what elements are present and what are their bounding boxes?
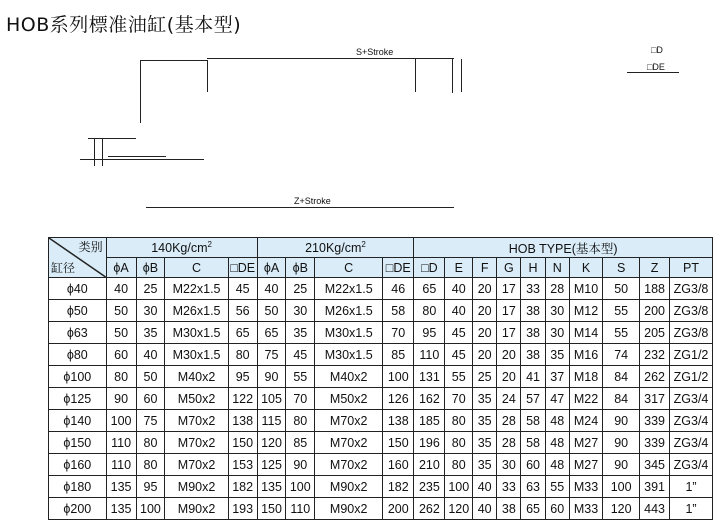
s-stroke-label: S+Stroke <box>356 47 394 57</box>
table-cell: 80 <box>136 432 165 454</box>
spec-table <box>48 237 713 520</box>
table-cell: 50 <box>136 366 165 388</box>
table-cell: 30 <box>286 300 315 322</box>
table-cell: 135 <box>106 476 136 498</box>
bore-cell: ϕ63 <box>49 322 107 344</box>
table-cell: 75 <box>257 344 286 366</box>
table-cell: 126 <box>383 388 414 410</box>
table-cell: 74 <box>603 344 640 366</box>
table-cell: 70 <box>445 388 473 410</box>
table-cell: 30 <box>497 454 521 476</box>
table-cell: 443 <box>640 498 670 520</box>
table-cell: 90 <box>603 410 640 432</box>
table-cell: 28 <box>497 432 521 454</box>
drawing-line <box>140 60 208 61</box>
column-header: Z <box>640 258 670 278</box>
drawing-line <box>102 138 103 166</box>
drawing-line <box>146 207 454 208</box>
table-cell: 25 <box>473 366 497 388</box>
table-cell: 30 <box>545 322 569 344</box>
table-cell: 35 <box>473 388 497 410</box>
table-cell: 100 <box>383 366 414 388</box>
table-cell: 100 <box>286 476 315 498</box>
table-cell: 122 <box>228 388 257 410</box>
table-cell: 46 <box>383 278 414 300</box>
table-cell: 25 <box>286 278 315 300</box>
table-cell: 60 <box>136 388 165 410</box>
table-cell: 28 <box>545 278 569 300</box>
table-cell: M30x1.5 <box>165 322 228 344</box>
table-cell: 95 <box>136 476 165 498</box>
drawing-line <box>452 59 453 93</box>
column-header: F <box>473 258 497 278</box>
table-cell: M70x2 <box>315 432 383 454</box>
drawing-line <box>461 59 462 92</box>
table-cell: 40 <box>473 498 497 520</box>
header-row-columns <box>49 258 713 278</box>
drawing-line <box>207 60 208 92</box>
table-cell: 60 <box>521 454 545 476</box>
table-cell: M14 <box>569 322 602 344</box>
column-header: ϕB <box>286 258 315 278</box>
table-row <box>49 432 713 454</box>
table-cell: 339 <box>640 410 670 432</box>
drawing-line <box>80 159 204 160</box>
group-hob-header <box>414 238 713 258</box>
table-cell: M18 <box>569 366 602 388</box>
table-cell: ZG1/2 <box>670 366 713 388</box>
table-cell: 200 <box>383 498 414 520</box>
table-row <box>49 344 713 366</box>
column-header: C <box>315 258 383 278</box>
table-cell: 35 <box>473 432 497 454</box>
table-cell: 70 <box>383 322 414 344</box>
table-cell: 45 <box>228 278 257 300</box>
table-cell: 55 <box>603 322 640 344</box>
table-cell: 100 <box>603 476 640 498</box>
table-cell: 391 <box>640 476 670 498</box>
column-header: K <box>569 258 602 278</box>
table-cell: 58 <box>521 410 545 432</box>
bore-cell: ϕ100 <box>49 366 107 388</box>
table-cell: 90 <box>257 366 286 388</box>
corner-top-label: 类别 <box>78 240 103 254</box>
table-cell: ZG3/4 <box>670 454 713 476</box>
bore-cell: ϕ140 <box>49 410 107 432</box>
table-cell: 47 <box>545 388 569 410</box>
table-cell: 90 <box>106 388 136 410</box>
table-cell: 35 <box>473 454 497 476</box>
table-cell: M90x2 <box>315 476 383 498</box>
table-cell: 200 <box>640 300 670 322</box>
table-cell: 80 <box>228 344 257 366</box>
table-cell: 1” <box>670 476 713 498</box>
table-cell: 57 <box>521 388 545 410</box>
table-cell: 35 <box>286 322 315 344</box>
table-cell: 63 <box>521 476 545 498</box>
table-cell: 85 <box>286 432 315 454</box>
table-cell: 75 <box>136 410 165 432</box>
table-cell: ZG3/4 <box>670 388 713 410</box>
table-cell: 131 <box>414 366 445 388</box>
table-cell: 80 <box>286 410 315 432</box>
table-cell: 95 <box>228 366 257 388</box>
group-210-header <box>257 238 414 258</box>
table-row <box>49 388 713 410</box>
table-cell: ZG3/8 <box>670 300 713 322</box>
table-cell: 60 <box>106 344 136 366</box>
table-cell: 20 <box>473 300 497 322</box>
table-cell: 105 <box>257 388 286 410</box>
table-cell: 60 <box>545 498 569 520</box>
table-cell: 135 <box>257 476 286 498</box>
table-cell: 138 <box>228 410 257 432</box>
bore-cell: ϕ200 <box>49 498 107 520</box>
table-cell: 90 <box>286 454 315 476</box>
table-cell: 58 <box>521 432 545 454</box>
table-cell: M40x2 <box>315 366 383 388</box>
column-header: □DE <box>228 258 257 278</box>
table-cell: 30 <box>136 300 165 322</box>
table-cell: 30 <box>545 300 569 322</box>
table-cell: 84 <box>603 388 640 410</box>
table-cell: 55 <box>286 366 315 388</box>
table-cell: 28 <box>497 410 521 432</box>
table-cell: M22x1.5 <box>165 278 228 300</box>
table-cell: 55 <box>545 476 569 498</box>
table-row <box>49 454 713 476</box>
drawing-line <box>207 58 454 59</box>
table-cell: 262 <box>640 366 670 388</box>
unit-exponent: 2 <box>207 239 212 249</box>
table-cell: M30x1.5 <box>165 344 228 366</box>
table-cell: 17 <box>497 278 521 300</box>
table-cell: 120 <box>257 432 286 454</box>
table-cell: 80 <box>445 454 473 476</box>
table-cell: 110 <box>414 344 445 366</box>
d-label: □D <box>651 45 663 55</box>
table-cell: 33 <box>497 476 521 498</box>
table-cell: 17 <box>497 322 521 344</box>
table-cell: 120 <box>603 498 640 520</box>
table-cell: 80 <box>445 410 473 432</box>
table-cell: M30x1.5 <box>315 344 383 366</box>
table-cell: M22 <box>569 388 602 410</box>
table-cell: 100 <box>106 410 136 432</box>
table-cell: 110 <box>106 432 136 454</box>
table-cell: 35 <box>545 344 569 366</box>
column-header: □DE <box>383 258 414 278</box>
table-cell: M70x2 <box>165 410 228 432</box>
table-cell: 210 <box>414 454 445 476</box>
table-cell: 38 <box>521 344 545 366</box>
table-cell: 20 <box>473 322 497 344</box>
table-cell: ZG3/8 <box>670 322 713 344</box>
bore-cell: ϕ125 <box>49 388 107 410</box>
drawing-line <box>94 138 95 166</box>
table-row <box>49 476 713 498</box>
table-cell: 55 <box>603 300 640 322</box>
table-cell: M70x2 <box>315 410 383 432</box>
column-header: H <box>521 258 545 278</box>
table-cell: 182 <box>228 476 257 498</box>
unit-exponent: 2 <box>361 239 366 249</box>
group-hob-label: HOB TYPE(基本型) <box>508 241 618 256</box>
table-row <box>49 366 713 388</box>
table-cell: 120 <box>445 498 473 520</box>
table-cell: 20 <box>473 344 497 366</box>
table-cell: 45 <box>445 344 473 366</box>
table-cell: 48 <box>545 432 569 454</box>
table-cell: 160 <box>383 454 414 476</box>
table-cell: M10 <box>569 278 602 300</box>
table-cell: 196 <box>414 432 445 454</box>
table-cell: M16 <box>569 344 602 366</box>
table-cell: 317 <box>640 388 670 410</box>
table-cell: M70x2 <box>165 454 228 476</box>
de-label: □DE <box>647 62 665 72</box>
table-cell: 50 <box>603 278 640 300</box>
table-cell: 125 <box>257 454 286 476</box>
table-cell: 188 <box>640 278 670 300</box>
table-cell: M70x2 <box>165 432 228 454</box>
column-header: C <box>165 258 228 278</box>
table-cell: M33 <box>569 498 602 520</box>
table-cell: 150 <box>228 432 257 454</box>
table-cell: 80 <box>445 432 473 454</box>
bore-cell: ϕ50 <box>49 300 107 322</box>
table-cell: M50x2 <box>315 388 383 410</box>
table-row <box>49 322 713 344</box>
table-cell: M27 <box>569 432 602 454</box>
table-cell: 25 <box>136 278 165 300</box>
table-cell: 65 <box>228 322 257 344</box>
corner-bottom-label: 缸径 <box>51 261 76 275</box>
bore-cell: ϕ150 <box>49 432 107 454</box>
table-cell: M70x2 <box>315 454 383 476</box>
corner-cell <box>49 238 107 278</box>
table-cell: 100 <box>445 476 473 498</box>
table-cell: 24 <box>497 388 521 410</box>
page-title: HOB系列標准油缸(基本型) <box>6 14 242 36</box>
table-cell: 37 <box>545 366 569 388</box>
table-cell: 80 <box>136 454 165 476</box>
z-stroke-label: Z+Stroke <box>294 196 331 206</box>
table-cell: 100 <box>136 498 165 520</box>
table-cell: M90x2 <box>165 476 228 498</box>
table-cell: 58 <box>383 300 414 322</box>
table-cell: 1” <box>670 498 713 520</box>
table-cell: 153 <box>228 454 257 476</box>
table-cell: 50 <box>106 300 136 322</box>
table-cell: 45 <box>445 322 473 344</box>
group-140-header <box>106 238 257 258</box>
table-cell: 162 <box>414 388 445 410</box>
drawing-line <box>415 59 416 92</box>
table-cell: 40 <box>136 344 165 366</box>
table-cell: 110 <box>286 498 315 520</box>
group-140-label: 140Kg/cm <box>151 241 208 256</box>
table-cell: 70 <box>286 388 315 410</box>
column-header: □D <box>414 258 445 278</box>
column-header: ϕA <box>106 258 136 278</box>
table-cell: M12 <box>569 300 602 322</box>
table-cell: M26x1.5 <box>315 300 383 322</box>
table-cell: ZG1/2 <box>670 344 713 366</box>
table-cell: 193 <box>228 498 257 520</box>
table-cell: 84 <box>603 366 640 388</box>
table-cell: M26x1.5 <box>165 300 228 322</box>
table-cell: 45 <box>286 344 315 366</box>
table-cell: 185 <box>414 410 445 432</box>
table-cell: M33 <box>569 476 602 498</box>
bore-cell: ϕ80 <box>49 344 107 366</box>
table-cell: ZG3/8 <box>670 278 713 300</box>
table-cell: 17 <box>497 300 521 322</box>
table-cell: 65 <box>414 278 445 300</box>
table-cell: 115 <box>257 410 286 432</box>
table-cell: 138 <box>383 410 414 432</box>
table-cell: 182 <box>383 476 414 498</box>
table-cell: 50 <box>106 322 136 344</box>
table-row <box>49 278 713 300</box>
table-cell: 50 <box>257 300 286 322</box>
column-header: E <box>445 258 473 278</box>
column-header: S <box>603 258 640 278</box>
table-cell: 40 <box>473 476 497 498</box>
column-header: N <box>545 258 569 278</box>
column-header: ϕB <box>136 258 165 278</box>
table-cell: ZG3/4 <box>670 432 713 454</box>
table-cell: 90 <box>603 454 640 476</box>
table-cell: 40 <box>445 278 473 300</box>
table-cell: ZG3/4 <box>670 410 713 432</box>
table-cell: 38 <box>521 322 545 344</box>
table-cell: 35 <box>473 410 497 432</box>
table-cell: 40 <box>257 278 286 300</box>
table-cell: 48 <box>545 410 569 432</box>
drawing-line <box>88 138 136 139</box>
table-cell: M30x1.5 <box>315 322 383 344</box>
table-cell: 150 <box>383 432 414 454</box>
table-cell: 65 <box>257 322 286 344</box>
table-cell: M50x2 <box>165 388 228 410</box>
table-cell: 232 <box>640 344 670 366</box>
table-cell: 262 <box>414 498 445 520</box>
table-cell: 20 <box>473 278 497 300</box>
column-header: ϕA <box>257 258 286 278</box>
table-cell: 205 <box>640 322 670 344</box>
table-cell: 20 <box>497 366 521 388</box>
table-cell: M90x2 <box>315 498 383 520</box>
bore-cell: ϕ40 <box>49 278 107 300</box>
column-header: G <box>497 258 521 278</box>
table-row <box>49 300 713 322</box>
table-cell: 339 <box>640 432 670 454</box>
drawing-line <box>108 156 166 157</box>
drawing-line <box>627 72 679 73</box>
table-cell: 80 <box>414 300 445 322</box>
group-210-label: 210Kg/cm <box>305 241 362 256</box>
table-cell: 110 <box>106 454 136 476</box>
table-cell: M40x2 <box>165 366 228 388</box>
bore-cell: ϕ160 <box>49 454 107 476</box>
table-cell: 41 <box>521 366 545 388</box>
table-cell: 38 <box>497 498 521 520</box>
table-cell: 85 <box>383 344 414 366</box>
table-cell: 56 <box>228 300 257 322</box>
table-cell: M90x2 <box>165 498 228 520</box>
table-cell: 55 <box>445 366 473 388</box>
column-header: PT <box>670 258 713 278</box>
table-cell: 35 <box>136 322 165 344</box>
table-row <box>49 498 713 520</box>
table-cell: 48 <box>545 454 569 476</box>
table-cell: 135 <box>106 498 136 520</box>
table-cell: 345 <box>640 454 670 476</box>
table-cell: M24 <box>569 410 602 432</box>
table-cell: M27 <box>569 454 602 476</box>
table-cell: M22x1.5 <box>315 278 383 300</box>
table-cell: 20 <box>497 344 521 366</box>
table-cell: 38 <box>521 300 545 322</box>
bore-cell: ϕ180 <box>49 476 107 498</box>
table-cell: 40 <box>445 300 473 322</box>
drawing-line <box>140 60 141 123</box>
table-cell: 65 <box>521 498 545 520</box>
table-cell: 80 <box>106 366 136 388</box>
table-cell: 90 <box>603 432 640 454</box>
table-cell: 235 <box>414 476 445 498</box>
table-cell: 40 <box>106 278 136 300</box>
header-row-groups <box>49 238 713 258</box>
table-row <box>49 410 713 432</box>
table-cell: 95 <box>414 322 445 344</box>
table-cell: 150 <box>257 498 286 520</box>
table-cell: 33 <box>521 278 545 300</box>
